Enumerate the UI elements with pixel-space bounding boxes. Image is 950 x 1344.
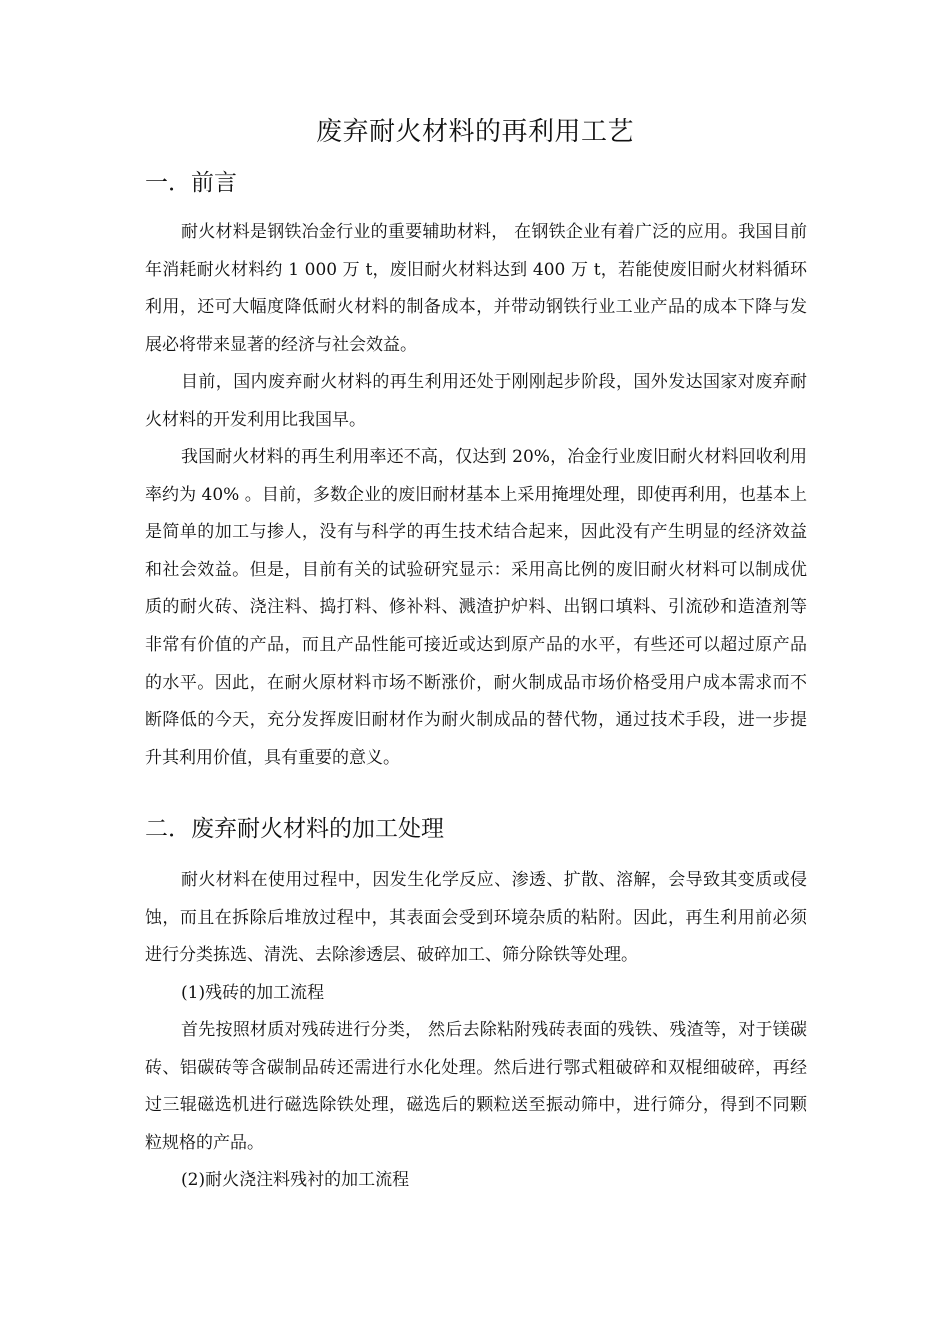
- document-title: 废弃耐火材料的再利用工艺: [315, 117, 634, 147]
- paragraph-processing-1: 耐火材料在使用过程中，因发生化学反应、渗透、扩散、溶解，会导致其变质或侵蚀，而且在拆除后堆放过程中，其表面会受到环境杂质的粘附。因此，再生利用前必须进行分类拣选、清洗、去除渗透层、破碎加工、筛分除铁等处理。: [145, 870, 807, 966]
- paragraph-preface-2: 目前，国内废弃耐火材料的再生利用还处于刚刚起步阶段，国外发达国家对废弃耐火材料的开发利用比我国早。: [145, 372, 807, 430]
- paragraph-preface-3: 我国耐火材料的再生利用率还不高，仅达到 20%，冶金行业废旧耐火材料回收利用率约为 40% 。目前，多数企业的废旧耐材基本上采用掩埋处理，即使再利用，也基本上是简单的加工与掺人，没有与科学的再生技术结合起来，因此没有产生明显的经济效益和社会效益。但是，目前有关的试验研究显示：采用高比例的废旧耐火材料可以制成优质的耐火砖、浇注料、捣打料、修补料、溅渣护炉料、出钢口填料、引流砂和造渣剂等非常有价值的产品，而且产品性能可接近或达到原产品的水平，有些还可以超过原产品的水平。因此，在耐火原材料市场不断涨价，耐火制成品市场价格受用户成本需求而不断降低的今天，充分发挥废旧耐材作为耐火制成品的替代物，通过技术手段，进一步提升其利用价值，具有重要的意义。: [145, 447, 807, 768]
- section-heading-processing: 二．废弃耐火材料的加工处理: [145, 816, 444, 842]
- paragraph-preface-1: 耐火材料是钢铁冶金行业的重要辅助材料， 在钢铁企业有着广泛的应用。我国目前年消耗耐火材料约 1 000 万 t，废旧耐火材料达到 400 万 t，若能使废旧耐火材料循环利用，还可大幅度降低耐火材料的制备成本，并带动钢铁行业工业产品的成本下降与发展必将带来显著的经济与社会效益。: [145, 222, 807, 355]
- paragraph-brick-process: 首先按照材质对残砖进行分类， 然后去除粘附残砖表面的残铁、残渣等，对于镁碳砖、铝碳砖等含碳制品砖还需进行水化处理。然后进行鄂式粗破碎和双棍细破碎，再经过三辊磁选机进行磁选除铁处理，磁选后的颗粒送至振动筛中，进行筛分，得到不同颗粒规格的产品。: [145, 1020, 807, 1153]
- subheading-brick-process: (1)残砖的加工流程: [181, 983, 325, 1003]
- subheading-castable-process: (2)耐火浇注料残衬的加工流程: [181, 1170, 410, 1190]
- section-heading-preface: 一．前言: [145, 170, 237, 196]
